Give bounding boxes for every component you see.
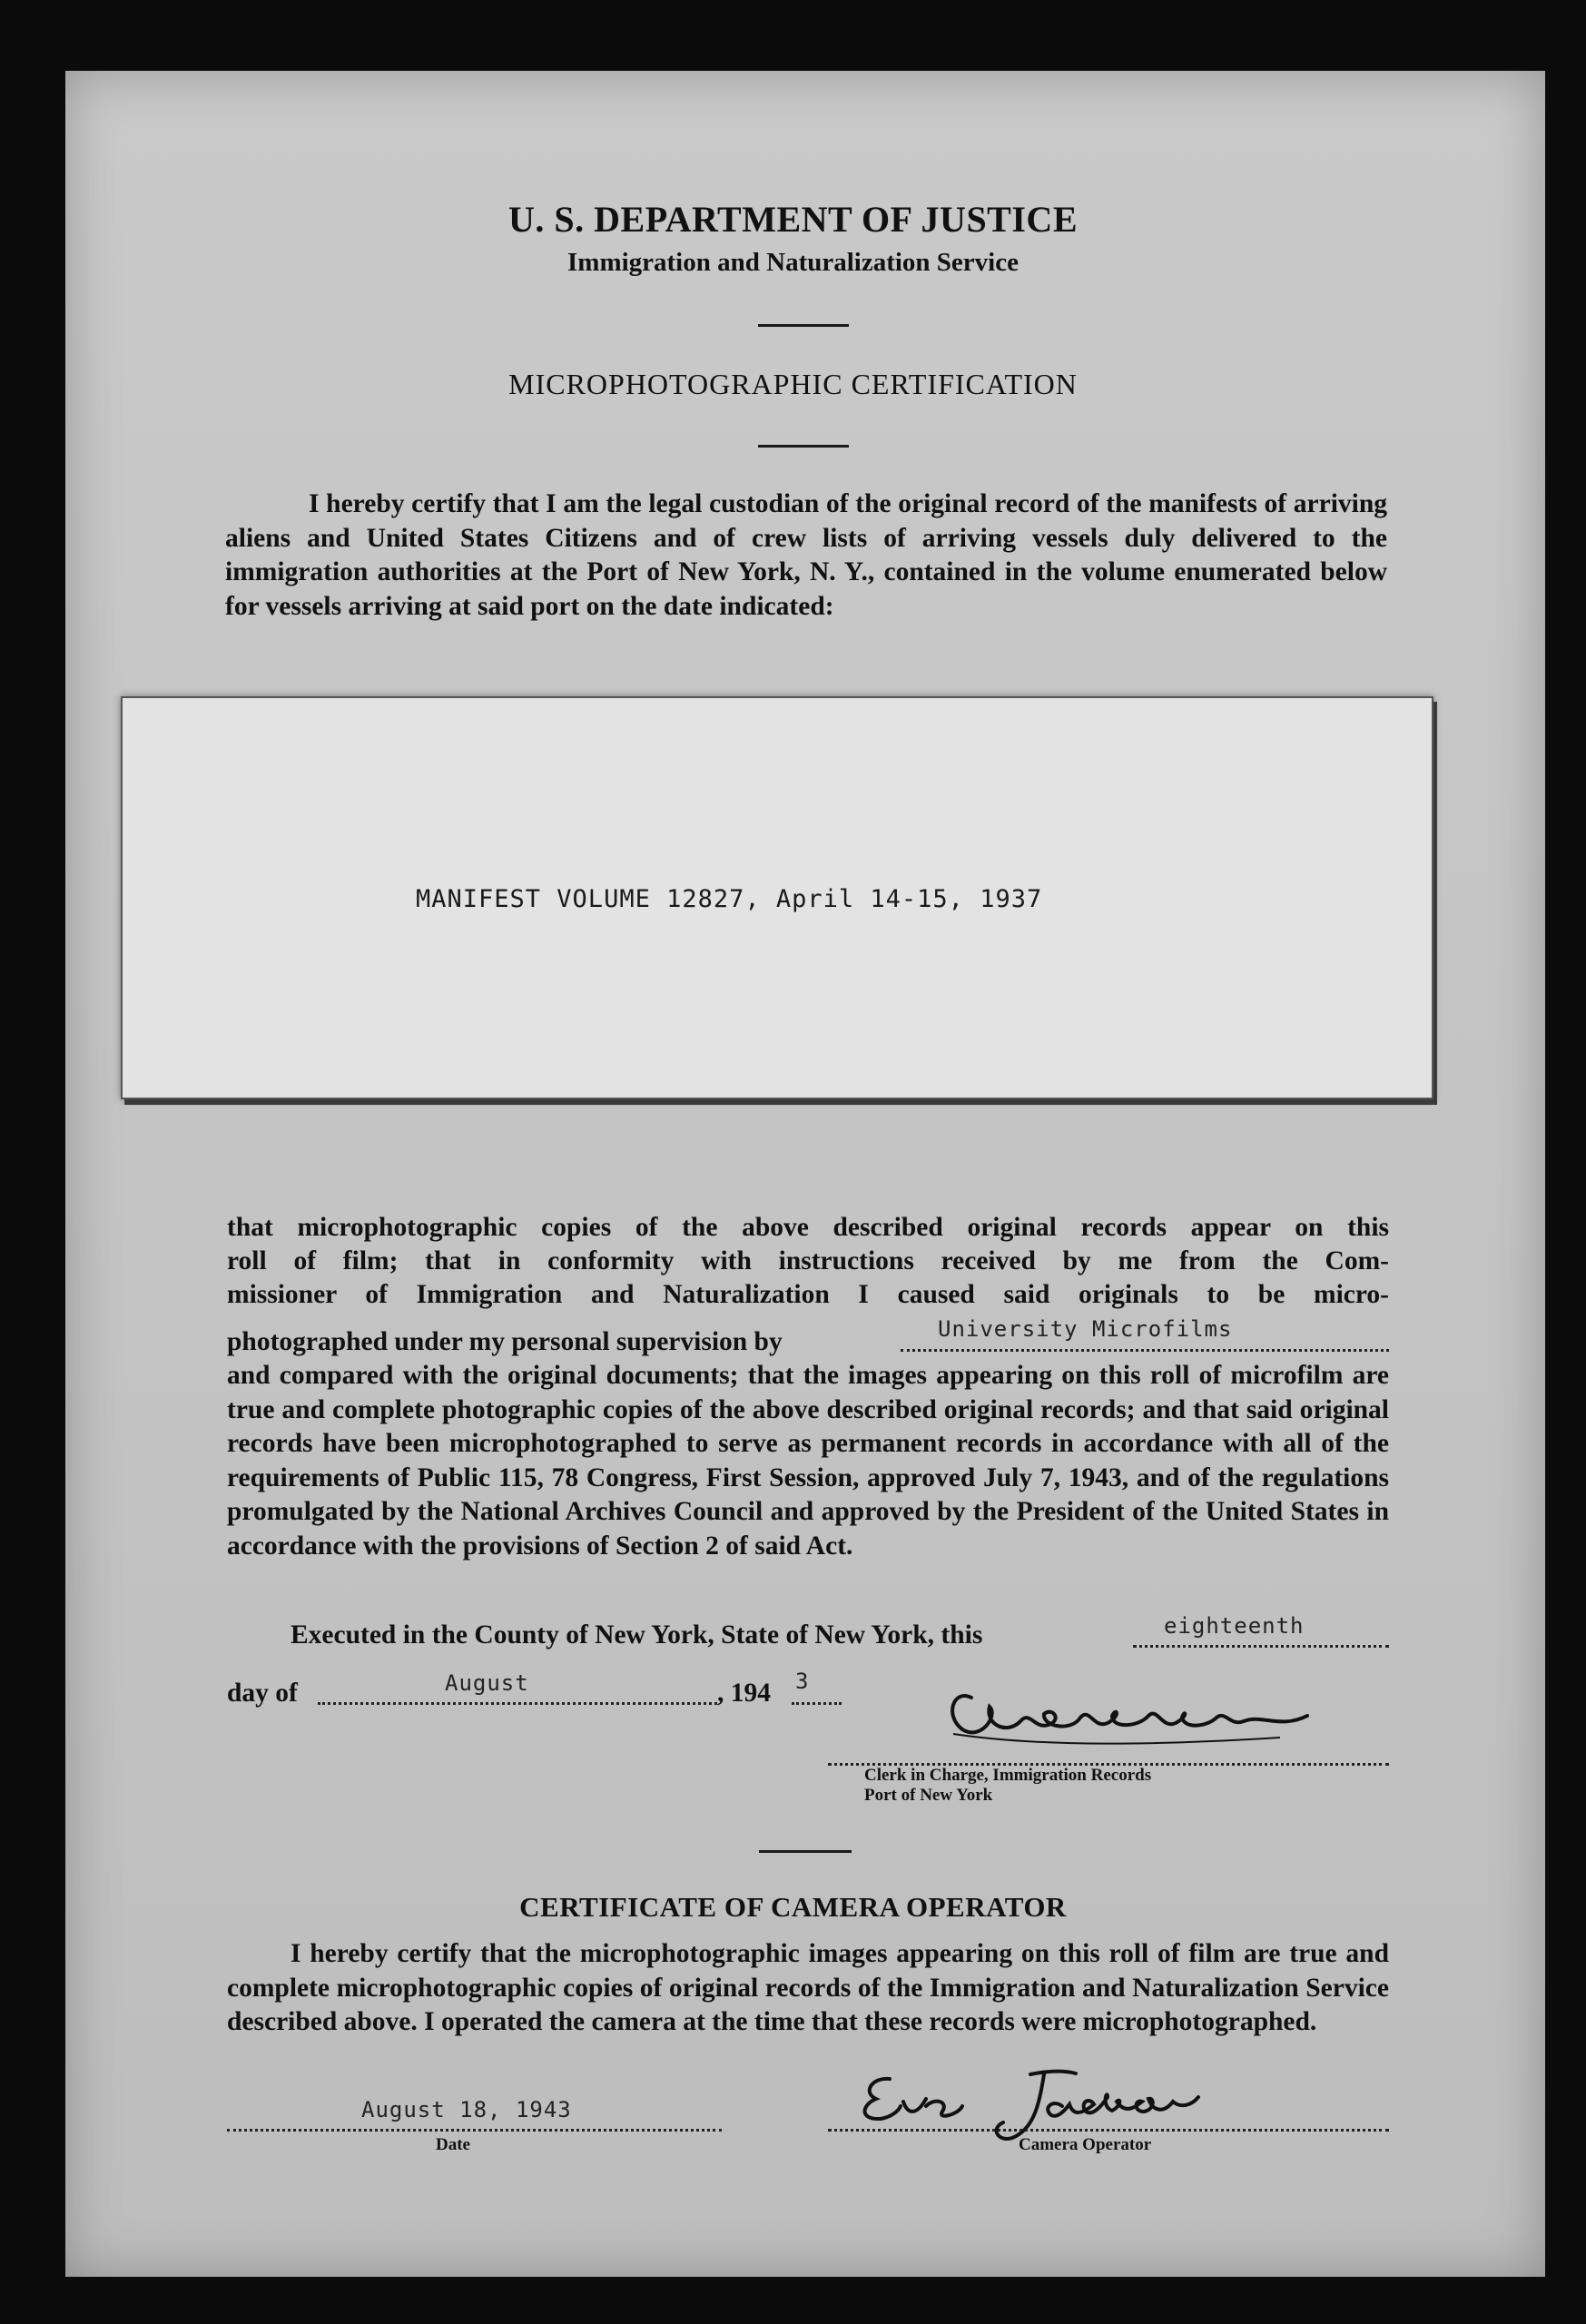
day-value: eighteenth (1164, 1613, 1305, 1639)
year-value: 3 (795, 1669, 810, 1694)
date-label: Date (436, 2135, 470, 2154)
body-paragraph: and compared with the original documents; that the images appearing on this roll of microfilm are true and complete photographic copies of the above described original records; and that said original records have been microphotographed to serve as permanent records in accordance with all of the requirements of Public 115, 78 Congress, First Session, approved July 7, 1943, and of the regulations promulgated by the National Archives Council and approved by the President of the United States in accordance with the provisions of Section 2 of said Act. (227, 1361, 1389, 1561)
body-line: missioner of Immigration and Naturalization I caused said originals to be micro- (227, 1280, 1389, 1309)
date-value: August 18, 1943 (361, 2097, 572, 2122)
service-subtitle: Immigration and Naturalization Service (567, 248, 1019, 277)
body-line: roll of film; that in conformity with instructions received by me from the Com- (227, 1246, 1389, 1275)
divider (759, 1850, 852, 1853)
body-line (227, 1325, 783, 1359)
divider (758, 324, 849, 327)
camera-operator-title: CERTIFICATE OF CAMERA OPERATOR (519, 1891, 1067, 1923)
execution-label: Executed in the County of New York, State of New York, this (291, 1620, 983, 1649)
operator-signature-line (828, 2109, 1389, 2132)
intro-paragraph: I hereby certify that I am the legal custodian of the original record of the manifests of arriving aliens and United States Citizens and of crew lists of arriving vessels duly delivered to the immigration authorities at the Port of New York, N. Y., contained in the volume enumerated below for vessels arriving at said port on the date indicated: (225, 489, 1387, 621)
department-title: U. S. DEPARTMENT OF JUSTICE (508, 199, 1078, 240)
clerk-title: Clerk in Charge, Immigration Records (864, 1766, 1152, 1785)
clerk-signature-line (828, 1743, 1389, 1766)
divider (758, 445, 849, 448)
clerk-office: Port of New York (864, 1786, 993, 1805)
camera-operator-paragraph: I hereby certify that the microphotographic images appearing on this roll of film are true and complete microphotographic copies of original records of the Immigration and Naturalization Service described above. I operated the camera at the time that these records were microphotographed. (227, 1939, 1389, 2036)
supervision-label: photographed under my personal supervision by (227, 1327, 783, 1356)
supervisor-value: University Microfilms (938, 1316, 1233, 1342)
year-label: , 194 (717, 1679, 771, 1708)
month-value: August (445, 1670, 529, 1696)
day-of-label: day of (227, 1679, 298, 1708)
manifest-volume-text: MANIFEST VOLUME 12827, April 14-15, 1937 (416, 885, 1043, 913)
camera-operator-label: Camera Operator (1019, 2135, 1152, 2154)
body-line: that microphotographic copies of the above described original records appear on this (227, 1213, 1389, 1242)
certification-title: MICROPHOTOGRAPHIC CERTIFICATION (508, 368, 1078, 400)
